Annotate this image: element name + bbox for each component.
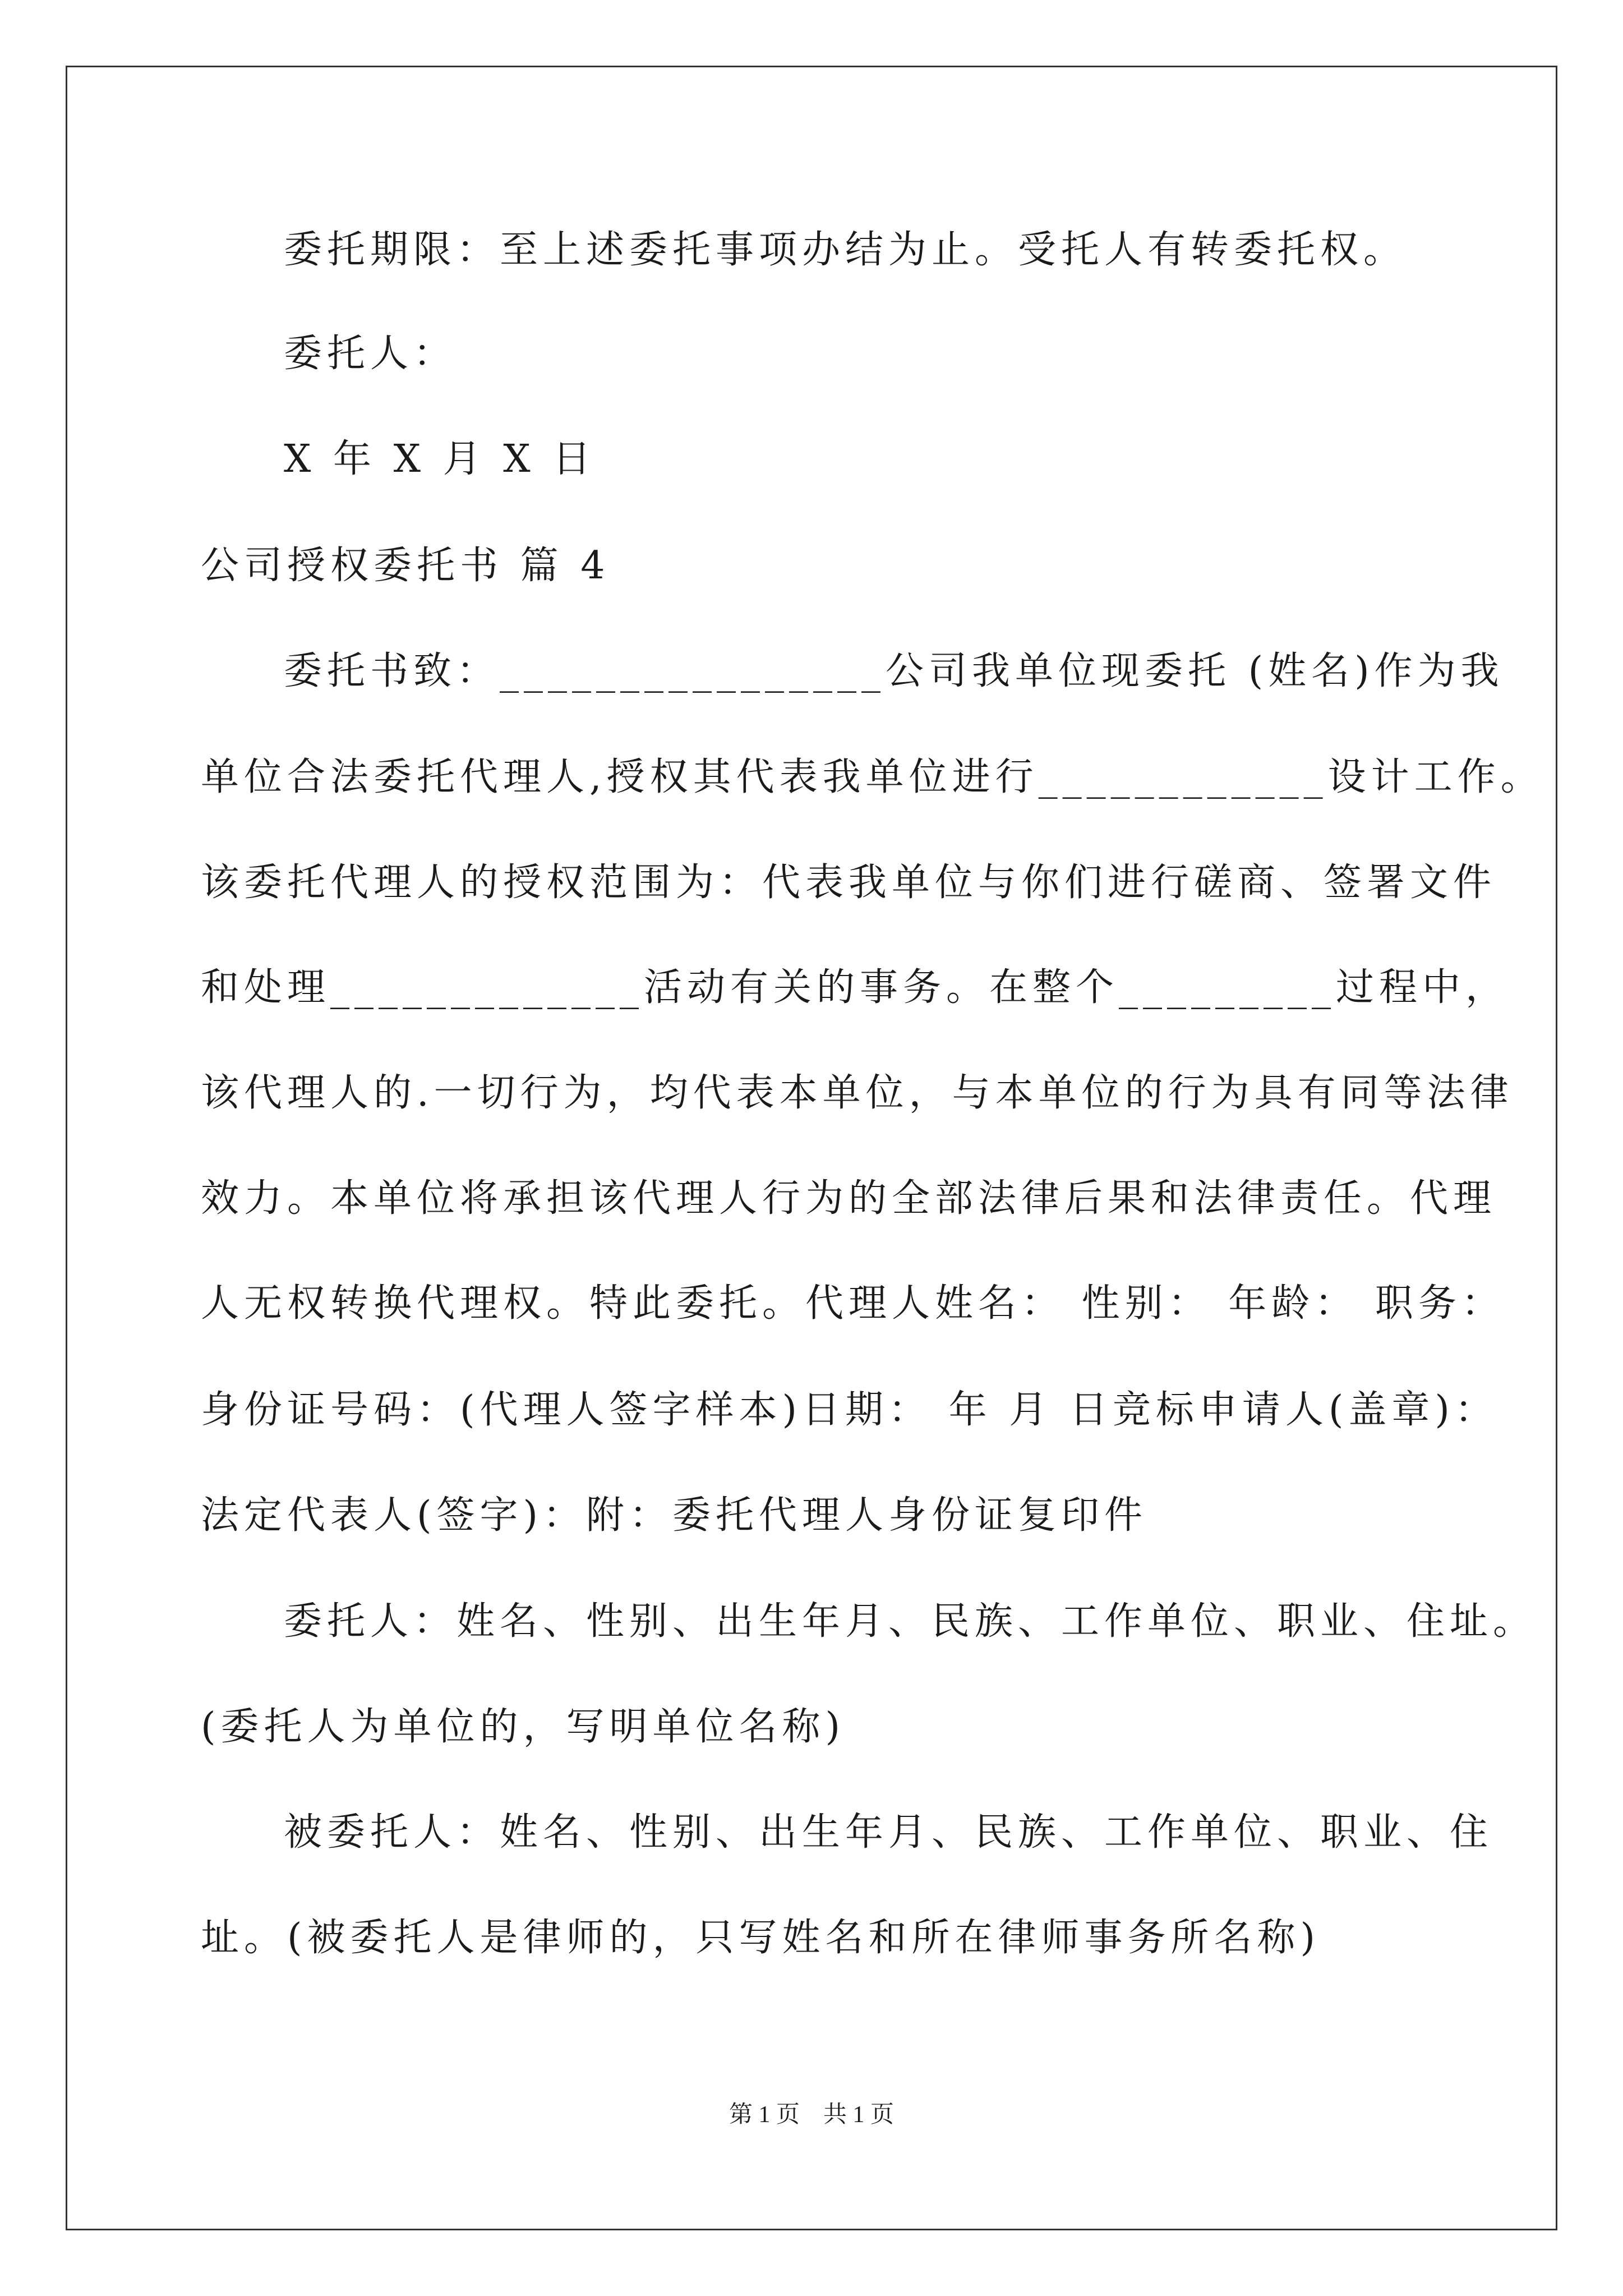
paragraph-line: 效力。本单位将承担该代理人行为的全部法律后果和法律责任。代理 — [201, 1176, 1497, 1221]
paragraph-line: 和处理_____________活动有关的事务。在整个_________过程中， — [201, 965, 1509, 1010]
paragraph-line: 身份证号码：(代理人签字样本)日期： 年 月 日竞标申请人(盖章)： — [201, 1388, 1498, 1432]
paragraph-line: 该委托代理人的授权范围为：代表我单位与你们进行磋商、签署文件 — [201, 861, 1497, 905]
paragraph-line: 人无权转换代理权。特此委托。代理人姓名： 性别： 年龄： 职务： — [201, 1281, 1505, 1326]
paragraph-line: 委托人： — [284, 332, 457, 376]
paragraph-line: 法定代表人(签字)：附：委托代理人身份证复印件 — [201, 1493, 1148, 1538]
paragraph-line: 址。(被委托人是律师的，只写姓名和所在律师事务所名称) — [201, 1916, 1321, 1960]
page-number-footer: 第 1 页 共 1 页 — [728, 2102, 894, 2128]
section-heading: 公司授权委托书 篇 4 — [201, 544, 610, 588]
paragraph-line: 该代理人的.一切行为，均代表本单位，与本单位的行为具有同等法律 — [201, 1071, 1514, 1115]
paragraph-line: (委托人为单位的，写明单位名称) — [201, 1705, 846, 1749]
paragraph-line: 单位合法委托代理人,授权其代表我单位进行____________设计工作。 — [201, 755, 1544, 799]
paragraph-line: 委托人：姓名、性别、出生年月、民族、工作单位、职业、住址。 — [284, 1599, 1537, 1644]
paragraph-line: 被委托人：姓名、性别、出生年月、民族、工作单位、职业、住 — [284, 1810, 1493, 1855]
paragraph-line: 委托期限：至上述委托事项办结为止。受托人有转委托权。 — [284, 228, 1407, 272]
paragraph-line: 委托书致：________________公司我单位现委托 (姓名)作为我 — [284, 649, 1504, 693]
page-border — [66, 66, 1557, 2230]
paragraph-line: X 年 X 月 X 日 — [284, 437, 596, 481]
